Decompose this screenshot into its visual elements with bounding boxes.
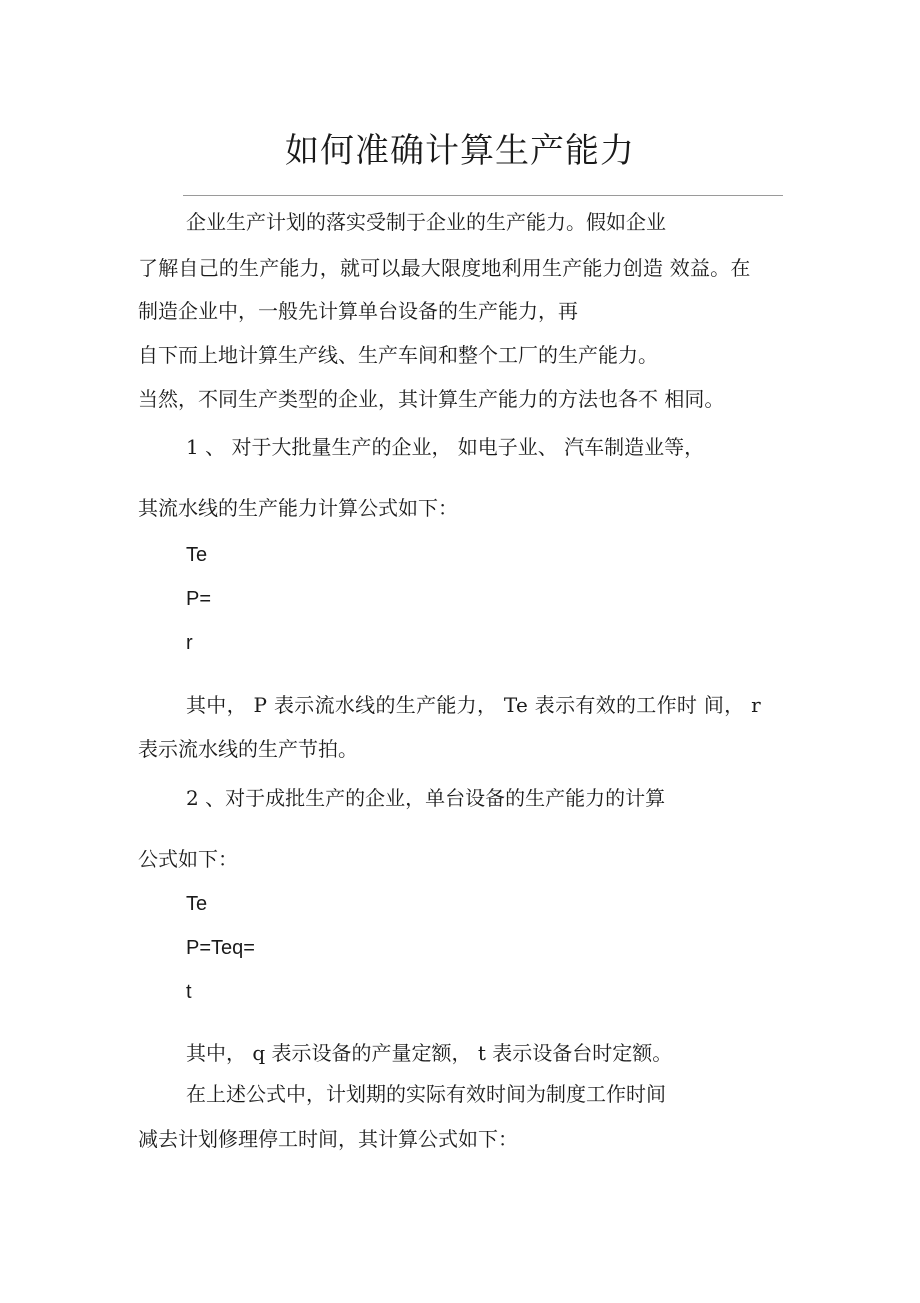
paragraph-line: 企业生产计划的落实受制于企业的生产能力。假如企业 [186, 210, 666, 234]
page-title: 如何准确计算生产能力 [285, 131, 635, 171]
formula-numerator: Te [186, 893, 208, 915]
paragraph-line: 其流水线的生产能力计算公式如下： [138, 496, 458, 520]
paragraph-line: 公式如下： [138, 847, 238, 871]
formula-denominator: r [186, 632, 193, 654]
paragraph-line: 制造企业中，一般先计算单台设备的生产能力，再 [138, 299, 578, 323]
paragraph-line: 在上述公式中，计划期的实际有效时间为制度工作时间 [186, 1082, 666, 1106]
paragraph-line: 减去计划修理停工时间，其计算公式如下： [138, 1127, 518, 1151]
formula-expression: P= [186, 588, 212, 610]
list-item-1: 1 、 对于大批量生产的企业， 如电子业、 汽车制造业等， [186, 435, 705, 459]
paragraph-line: 当然，不同生产类型的企业，其计算生产能力的方法也各不 相同。 [138, 387, 725, 411]
paragraph-line: 自下而上地计算生产线、生产车间和整个工厂的生产能力。 [138, 343, 658, 367]
paragraph-line: 表示流水线的生产节拍。 [138, 737, 358, 761]
formula-denominator: t [186, 981, 192, 1003]
formula-numerator: Te [186, 544, 208, 566]
list-item-2: 2 、对于成批生产的企业，单台设备的生产能力的计算 [186, 786, 666, 810]
formula-expression: P=Teq= [186, 937, 255, 959]
paragraph-line: 了解自己的生产能力，就可以最大限度地利用生产能力创造 效益。在 [138, 256, 751, 280]
title-divider [183, 195, 783, 196]
paragraph-line: 其中， q 表示设备的产量定额， t 表示设备台时定额。 [186, 1041, 673, 1065]
paragraph-line: 其中， P 表示流水线的生产能力， Te 表示有效的工作时 间， r [186, 693, 761, 717]
